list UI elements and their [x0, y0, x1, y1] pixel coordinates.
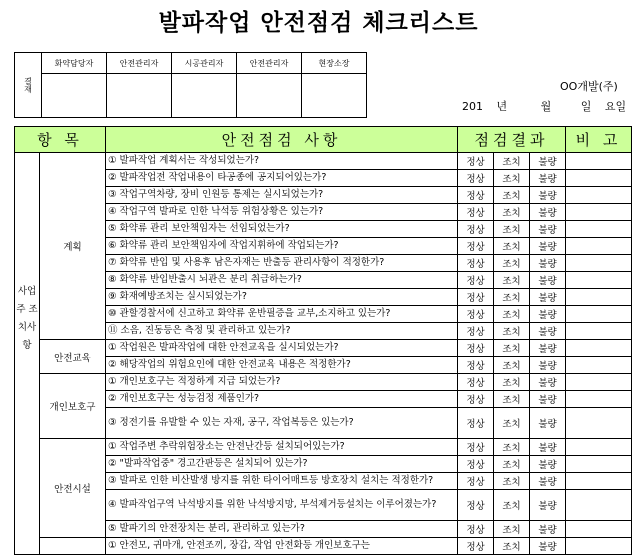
table-row [15, 170, 632, 187]
check-item: ② "발파작업중" 경고간판등은 설치되어 있는가? [106, 456, 458, 473]
note-cell[interactable] [566, 374, 632, 391]
result-option[interactable]: 정상 [458, 323, 494, 340]
result-option[interactable]: 조치 [494, 306, 530, 323]
table-row [15, 456, 632, 473]
table-row [15, 357, 632, 374]
result-option[interactable]: 조치 [494, 340, 530, 357]
category-cell: 사업주 조치사항 [15, 153, 40, 555]
note-cell[interactable] [566, 187, 632, 204]
date-year: 201 [462, 100, 483, 113]
check-item: ⑧ 화약류 반입반출시 뇌관은 분리 취급하는가? [106, 272, 458, 289]
result-option[interactable]: 불량 [530, 238, 566, 255]
result-option[interactable]: 조치 [494, 391, 530, 408]
header-item: 항 목 [15, 127, 106, 153]
table-row [15, 439, 632, 456]
result-option[interactable]: 조치 [494, 374, 530, 391]
note-cell[interactable] [566, 306, 632, 323]
result-option[interactable]: 정상 [458, 221, 494, 238]
table-row [15, 306, 632, 323]
check-item: ③ 작업구역차량, 장비 인원등 통제는 실시되었는가? [106, 187, 458, 204]
check-item: ② 개인보호구는 성능검정 제품인가? [106, 391, 458, 408]
result-option[interactable]: 불량 [530, 374, 566, 391]
check-item: ⑥ 화약류 관리 보안책임자에 작업지휘하에 작업되는가? [106, 238, 458, 255]
signature-cell[interactable] [42, 74, 107, 118]
result-option[interactable]: 조치 [494, 187, 530, 204]
check-item: ① 작업주변 추락위험장소는 안전난간등 설치되어있는가? [106, 439, 458, 456]
table-row [15, 374, 632, 391]
note-cell[interactable] [566, 238, 632, 255]
result-option[interactable]: 불량 [530, 170, 566, 187]
result-option[interactable]: 불량 [530, 391, 566, 408]
result-option[interactable]: 조치 [494, 323, 530, 340]
approval-role: 현장소장 [302, 53, 367, 74]
section-name: 개인보호구 [40, 374, 106, 439]
result-option[interactable]: 불량 [530, 538, 566, 555]
result-option[interactable]: 조치 [494, 221, 530, 238]
note-cell[interactable] [566, 456, 632, 473]
note-cell[interactable] [566, 408, 632, 439]
result-option[interactable]: 조치 [494, 473, 530, 490]
note-cell[interactable] [566, 340, 632, 357]
result-option[interactable]: 정상 [458, 374, 494, 391]
note-cell[interactable] [566, 357, 632, 374]
result-option[interactable]: 정상 [458, 306, 494, 323]
header-content: 안전점검 사항 [106, 127, 458, 153]
section-name: 안전시설 [40, 439, 106, 538]
date-year-label: 년 [496, 100, 508, 113]
result-option[interactable]: 정상 [458, 289, 494, 306]
result-option[interactable]: 정상 [458, 391, 494, 408]
check-item: ① 안전모, 귀마개, 안전조끼, 장갑, 작업 안전화등 개인보호구는 [106, 538, 458, 555]
table-row [15, 238, 632, 255]
table-row [15, 538, 632, 555]
table-row [15, 289, 632, 306]
result-option[interactable]: 불량 [530, 456, 566, 473]
approval-role: 안전관리자 [107, 53, 172, 74]
result-option[interactable]: 불량 [530, 255, 566, 272]
result-option[interactable]: 조치 [494, 408, 530, 439]
result-option[interactable]: 정상 [458, 340, 494, 357]
result-option[interactable]: 조치 [494, 289, 530, 306]
table-row [15, 272, 632, 289]
signature-cell[interactable] [172, 74, 237, 118]
table-row [15, 153, 632, 170]
check-item: ④ 작업구역 발파로 인한 낙석등 위험상황은 있는가? [106, 204, 458, 221]
check-item: ⑤ 화약류 관리 보안책임자는 선임되었는가? [106, 221, 458, 238]
signature-cell[interactable] [237, 74, 302, 118]
result-option[interactable]: 정상 [458, 255, 494, 272]
result-option[interactable]: 불량 [530, 490, 566, 521]
note-cell[interactable] [566, 272, 632, 289]
result-option[interactable]: 불량 [530, 204, 566, 221]
note-cell[interactable] [566, 153, 632, 170]
result-option[interactable]: 정상 [458, 170, 494, 187]
result-option[interactable]: 조치 [494, 238, 530, 255]
result-option[interactable]: 불량 [530, 272, 566, 289]
check-item: ⑩ 관할경찰서에 신고하고 화약류 운반필증을 교부,소지하고 있는가? [106, 306, 458, 323]
check-item: ③ 발파로 인한 비산발생 방지를 위한 타이어매트등 방호장치 설치는 적정한가? [106, 473, 458, 490]
approval-box [14, 52, 367, 118]
table-row [15, 521, 632, 538]
result-option[interactable]: 정상 [458, 187, 494, 204]
result-option[interactable]: 정상 [458, 473, 494, 490]
check-item: ⑤ 발파기의 안전장치는 분리, 관리하고 있는가? [106, 521, 458, 538]
table-row [15, 490, 632, 521]
checklist-table [14, 126, 632, 555]
result-option[interactable]: 정상 [458, 238, 494, 255]
result-option[interactable]: 조치 [494, 357, 530, 374]
result-option[interactable]: 불량 [530, 357, 566, 374]
table-row [15, 255, 632, 272]
check-item: ② 발파작업전 작업내용이 타공종에 공지되어있는가? [106, 170, 458, 187]
date-month-label: 월 [540, 100, 552, 113]
company-name: OO개발(주) [560, 80, 618, 93]
result-option[interactable]: 조치 [494, 204, 530, 221]
date-day-label: 일 [580, 100, 592, 113]
result-option[interactable]: 불량 [530, 221, 566, 238]
note-cell[interactable] [566, 521, 632, 538]
result-option[interactable]: 조치 [494, 456, 530, 473]
table-row [15, 221, 632, 238]
result-option[interactable]: 정상 [458, 204, 494, 221]
result-option[interactable]: 정상 [458, 439, 494, 456]
result-option[interactable]: 정상 [458, 272, 494, 289]
table-row [15, 391, 632, 408]
result-option[interactable]: 조치 [494, 490, 530, 521]
note-cell[interactable] [566, 391, 632, 408]
note-cell[interactable] [566, 490, 632, 521]
note-cell[interactable] [566, 439, 632, 456]
result-option[interactable]: 불량 [530, 323, 566, 340]
check-item: ⑪ 소음, 진동등은 측정 및 관리하고 있는가? [106, 323, 458, 340]
check-item: ① 발파작업 계획서는 작성되었는가? [106, 153, 458, 170]
check-item: ④ 발파작업구역 낙석방지를 위한 낙석방지망, 부석제거등설치는 이루어졌는가? [106, 490, 458, 521]
result-option[interactable]: 조치 [494, 521, 530, 538]
result-option[interactable]: 불량 [530, 521, 566, 538]
signature-cell[interactable] [107, 74, 172, 118]
result-option[interactable]: 불량 [530, 306, 566, 323]
date-weekday-label: 요일 [604, 100, 627, 113]
result-option[interactable]: 조치 [494, 153, 530, 170]
result-option[interactable]: 불량 [530, 439, 566, 456]
result-option[interactable]: 조치 [494, 170, 530, 187]
result-option[interactable]: 불량 [530, 473, 566, 490]
check-item: ① 작업원은 발파작업에 대한 안전교육을 실시되었는가? [106, 340, 458, 357]
result-option[interactable]: 정상 [458, 408, 494, 439]
table-row [15, 408, 632, 439]
result-option[interactable]: 정상 [458, 153, 494, 170]
approval-role: 화약담당자 [42, 53, 107, 74]
result-option[interactable]: 불량 [530, 340, 566, 357]
note-cell[interactable] [566, 473, 632, 490]
result-option[interactable]: 조치 [494, 439, 530, 456]
table-row [15, 187, 632, 204]
result-option[interactable]: 정상 [458, 538, 494, 555]
check-item: ③ 정전기를 유발할 수 있는 자재, 공구, 작업복등은 있는가? [106, 408, 458, 439]
note-cell[interactable] [566, 289, 632, 306]
table-row [15, 340, 632, 357]
result-option[interactable]: 불량 [530, 153, 566, 170]
note-cell[interactable] [566, 221, 632, 238]
signature-cell[interactable] [302, 74, 367, 118]
note-cell[interactable] [566, 538, 632, 555]
result-option[interactable]: 정상 [458, 490, 494, 521]
note-cell[interactable] [566, 170, 632, 187]
result-option[interactable]: 조치 [494, 272, 530, 289]
table-row [15, 323, 632, 340]
check-item: ⑦ 화약류 반입 및 사용후 남은자재는 반출등 관리사항이 적정한가? [106, 255, 458, 272]
approval-role: 안전관리자 [237, 53, 302, 74]
section-name: 계획 [40, 153, 106, 340]
result-option[interactable]: 정상 [458, 456, 494, 473]
check-item: ② 해당작업의 위험요인에 대한 안전교육 내용은 적정한가? [106, 357, 458, 374]
header-note: 비 고 [566, 127, 632, 153]
check-item: ⑨ 화재예방조치는 실시되었는가? [106, 289, 458, 306]
note-cell[interactable] [566, 204, 632, 221]
approval-label: 결재 [15, 53, 42, 118]
section-name: 안전교육 [40, 340, 106, 374]
note-cell[interactable] [566, 323, 632, 340]
result-option[interactable]: 정상 [458, 357, 494, 374]
result-option[interactable]: 불량 [530, 289, 566, 306]
result-option[interactable]: 정상 [458, 521, 494, 538]
result-option[interactable]: 불량 [530, 408, 566, 439]
approval-role: 시공관리자 [172, 53, 237, 74]
page-title: 발파작업 안전점검 체크리스트 [158, 10, 479, 36]
check-item: ① 개인보호구는 적정하게 지급 되었는가? [106, 374, 458, 391]
result-option[interactable]: 조치 [494, 538, 530, 555]
date-line [462, 98, 626, 114]
result-option[interactable]: 조치 [494, 255, 530, 272]
result-option[interactable]: 불량 [530, 187, 566, 204]
table-row [15, 204, 632, 221]
table-row [15, 473, 632, 490]
note-cell[interactable] [566, 255, 632, 272]
section-name [40, 538, 106, 555]
header-result: 점검결과 [458, 127, 566, 153]
